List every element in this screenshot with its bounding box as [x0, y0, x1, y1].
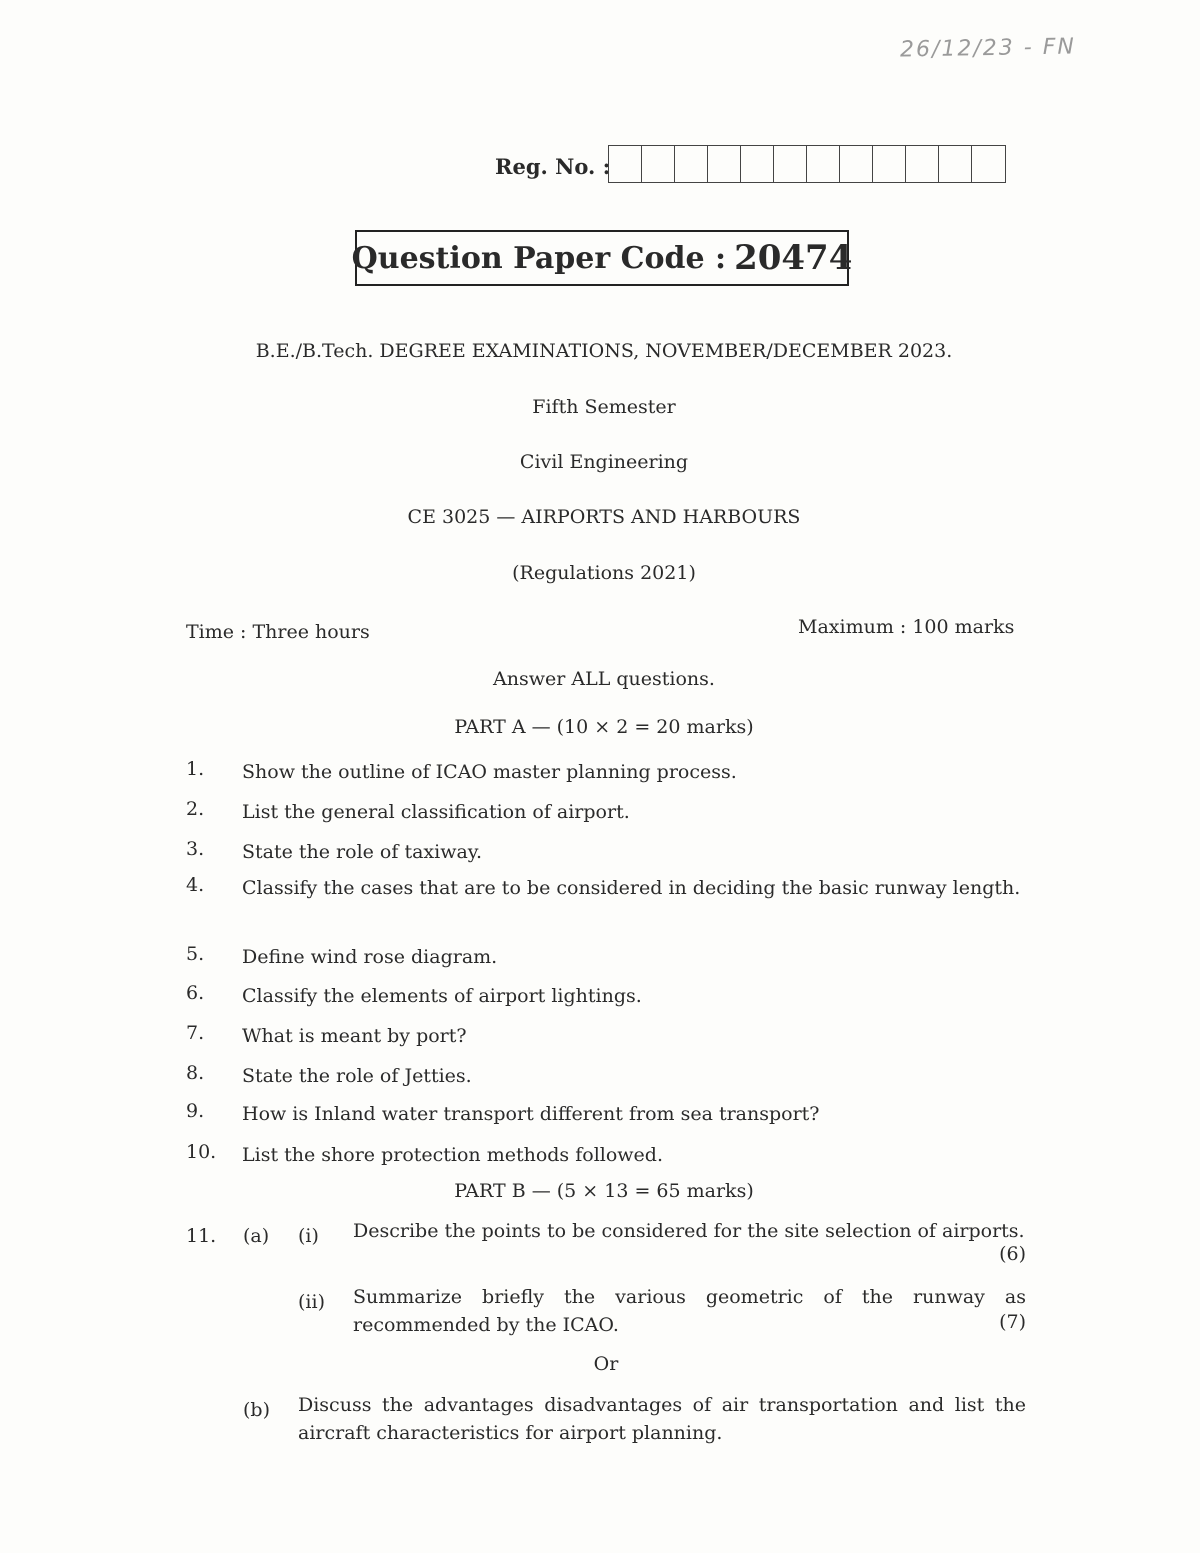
- sub-sub-part-label: (ii): [298, 1291, 325, 1313]
- question-text: State the role of taxiway.: [242, 841, 483, 863]
- handwritten-date-note: 26/12/23 - FN: [899, 34, 1077, 63]
- or-separator: Or: [593, 1353, 619, 1375]
- question-paper-code: [351, 230, 853, 286]
- maximum-marks: Maximum : 100 marks: [798, 616, 1015, 638]
- question-text: Summarize briefly the various geometric of the runway as recommended by the ICAO.: [353, 1286, 1026, 1336]
- question-item: [186, 1100, 1026, 1128]
- question-text: Describe the points to be considered for the site selection of airports.: [353, 1220, 1025, 1242]
- regulations: (Regulations 2021): [512, 562, 696, 584]
- question-11-a-ii: [353, 1283, 1026, 1339]
- question-text: Show the outline of ICAO master planning process.: [242, 761, 737, 783]
- question-number: 2.: [186, 798, 205, 820]
- part-a-heading: PART A — (10 × 2 = 20 marks): [454, 716, 754, 738]
- reg-no-label: Reg. No. :: [495, 154, 611, 179]
- question-text: Classify the elements of airport lightings.: [242, 985, 642, 1007]
- department: Civil Engineering: [519, 451, 689, 473]
- part-b-heading: PART B — (5 × 13 = 65 marks): [454, 1180, 754, 1202]
- reg-no-boxes: [608, 145, 1006, 183]
- time-allowed: Time : Three hours: [186, 621, 370, 643]
- question-text: State the role of Jetties.: [242, 1065, 472, 1087]
- question-number: 9.: [186, 1100, 205, 1122]
- question-item: [186, 943, 1026, 971]
- reg-box: [873, 146, 906, 182]
- sub-part-label: (a): [243, 1225, 270, 1247]
- question-number: 5.: [186, 943, 205, 965]
- question-item: [186, 758, 1026, 786]
- question-item: [186, 874, 1026, 902]
- reg-box: [939, 146, 972, 182]
- marks-label: (7): [999, 1311, 1026, 1333]
- reg-box: [642, 146, 675, 182]
- question-number: 11.: [186, 1225, 217, 1247]
- reg-box: [675, 146, 708, 182]
- reg-box: [774, 146, 807, 182]
- exam-title: B.E./B.Tech. DEGREE EXAMINATIONS, NOVEMBER/DECEMBER 2023.: [255, 340, 953, 362]
- instruction: Answer ALL questions.: [493, 668, 715, 690]
- question-number: 4.: [186, 874, 205, 896]
- question-number: 1.: [186, 758, 205, 780]
- question-item: [186, 982, 1026, 1010]
- question-item: [186, 1022, 1026, 1050]
- reg-box: [972, 146, 1005, 182]
- question-11: [186, 1217, 1026, 1547]
- course-title: CE 3025 — AIRPORTS AND HARBOURS: [407, 506, 801, 528]
- question-text: How is Inland water transport different from sea transport?: [242, 1103, 820, 1125]
- question-text: Define wind rose diagram.: [242, 946, 498, 968]
- sub-sub-part-label: (i): [298, 1225, 319, 1247]
- marks-label: (6): [999, 1243, 1026, 1265]
- question-item: [186, 838, 1026, 866]
- question-text: Classify the cases that are to be considered in deciding the basic runway length.: [242, 877, 1021, 899]
- question-number: 8.: [186, 1062, 205, 1084]
- paper-code-number: 20474: [734, 238, 853, 278]
- sub-part-label: (b): [243, 1399, 270, 1421]
- question-number: 7.: [186, 1022, 205, 1044]
- question-text: What is meant by port?: [242, 1025, 467, 1047]
- semester: Fifth Semester: [532, 396, 676, 418]
- reg-box: [609, 146, 642, 182]
- reg-box: [741, 146, 774, 182]
- question-number: 3.: [186, 838, 205, 860]
- reg-box: [708, 146, 741, 182]
- question-number: 10.: [186, 1141, 217, 1163]
- reg-box: [807, 146, 840, 182]
- question-item: [186, 1062, 1026, 1090]
- reg-box: [906, 146, 939, 182]
- question-text: List the general classification of airport.: [242, 801, 630, 823]
- paper-code-label: Question Paper Code :: [351, 240, 727, 276]
- question-item: [186, 798, 1026, 826]
- reg-box: [840, 146, 873, 182]
- question-11-b: [298, 1391, 1026, 1447]
- question-number: 6.: [186, 982, 205, 1004]
- question-text: Discuss the advantages disadvantages of air transportation and list the aircraft characteristics for airport planning.: [298, 1394, 1026, 1444]
- question-11-a-i: [353, 1217, 1026, 1245]
- question-item: [186, 1141, 1026, 1169]
- question-text: List the shore protection methods followed.: [242, 1144, 663, 1166]
